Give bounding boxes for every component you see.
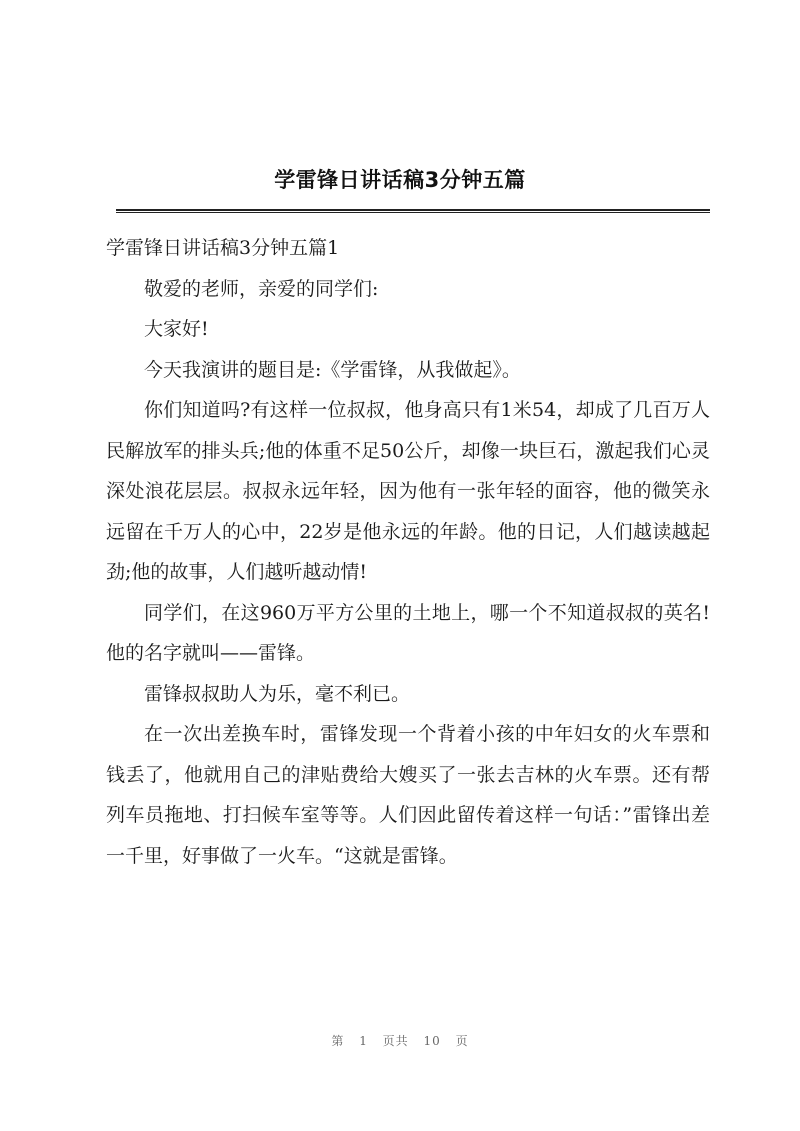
- paragraph-topic: 今天我演讲的题目是:《学雷锋，从我做起》。: [144, 358, 521, 381]
- paragraph-greeting: 敬爱的老师，亲爱的同学们:: [144, 277, 379, 300]
- footer-total-pages: 10: [423, 1034, 441, 1048]
- paragraph-intro: 你们知道吗?有这样一位叔叔，他身高只有1米54，却成了几百万人民解放军的排头兵;他的体重不足50公斤，却像一块巨石，激起我们心灵深处浪花层层。叔叔永远年轻，因为他有一张年轻的面容，他的微笑永远留在千万人的心中，22岁是他永远的年龄。他的日记，人们越读越起劲;他的故事，人们越听越动情!: [106, 399, 710, 583]
- title-divider: [116, 209, 710, 213]
- footer-label-yegong: 页共: [382, 1034, 409, 1048]
- paragraph-helpful: 雷锋叔叔助人为乐，毫不利已。: [144, 682, 411, 705]
- page-footer: [0, 1032, 800, 1049]
- paragraph-hello: 大家好!: [144, 318, 209, 340]
- footer-label-ye: 页: [455, 1034, 469, 1048]
- document-title: 学雷锋日讲话稿3分钟五篇: [274, 168, 526, 192]
- paragraph-story: 在一次出差换车时，雷锋发现一个背着小孩的中年妇女的火车票和钱丢了，他就用自己的津贴费给大嫂买了一张去吉林的火车票。还有帮列车员拖地、打扫候车室等等。人们因此留传着这样一句话：”雷锋出差一千里，好事做了一火车。“这就是雷锋。: [106, 723, 710, 867]
- footer-label-di: 第: [331, 1034, 345, 1048]
- footer-current-page: 1: [359, 1034, 368, 1048]
- section-heading: 学雷锋日讲话稿3分钟五篇1: [106, 237, 340, 259]
- document-body: [106, 228, 710, 876]
- paragraph-name: 同学们，在这960万平方公里的土地上，哪一个不知道叔叔的英名!他的名字就叫——雷锋。: [106, 601, 710, 664]
